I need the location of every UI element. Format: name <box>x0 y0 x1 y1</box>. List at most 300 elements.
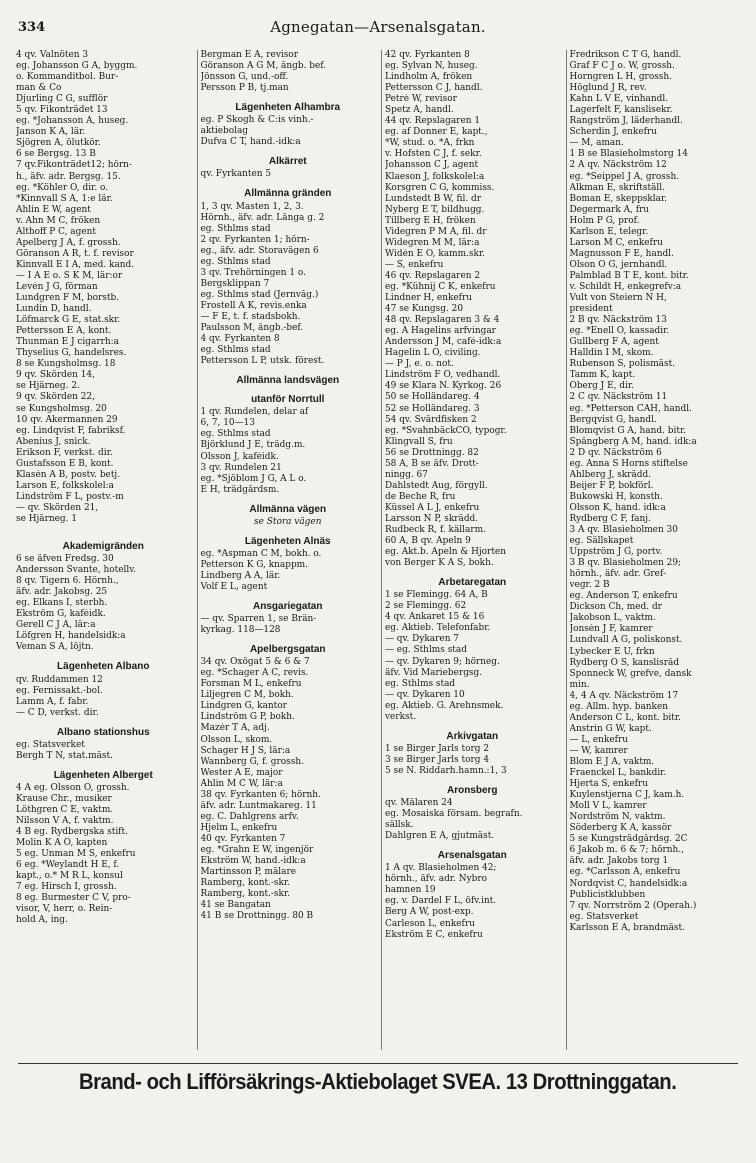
directory-entry: Göranson A G M, ångb. bef. <box>200 61 327 72</box>
directory-entry: Dickson Ch, med. dr <box>569 602 662 613</box>
directory-entry: Åhlin M C W, lär:a <box>200 778 283 789</box>
street-heading: Allmänna gränden <box>244 188 332 200</box>
directory-entry: — P J, e. o. not. <box>385 359 454 370</box>
directory-entry: Persson P B, tj.man <box>200 83 289 94</box>
directory-entry: Öberg J E, dir. <box>569 381 635 392</box>
directory-entry: Bergman E A, revisor <box>200 50 298 60</box>
directory-entry: 2 se Flemingg. 62 <box>385 601 467 612</box>
directory-entry: *W, stud. o. *A, frkn <box>385 138 475 149</box>
directory-entry: Ramberg, kont.-skr. <box>200 889 291 900</box>
street-heading: Akademigränden <box>62 541 144 553</box>
directory-entry: eg. Johansson G A, byggm. <box>16 61 138 72</box>
directory-entry: 9 qv. Skörden 14, <box>16 370 95 381</box>
directory-entry: — W, kamrer <box>569 745 628 756</box>
directory-entry: Gustafsson E B, kont. <box>16 458 114 469</box>
page-number: 334 <box>18 20 46 35</box>
directory-entry: 1, 3 qv. Masten 1, 2, 3. <box>200 201 304 212</box>
street-heading: Allmänna landsvägen <box>236 375 340 387</box>
directory-entry: Olsson J, kaféidk. <box>200 451 279 462</box>
directory-entry: 5 se N. Riddarh.hamn.:1, 3 <box>385 765 507 776</box>
directory-entry: Forsman M L, enkefru <box>200 679 302 690</box>
directory-entry: Levén J G, förman <box>16 281 98 292</box>
directory-entry: Nordqvist C, handelsidk:a <box>569 878 688 889</box>
directory-entry: Ekström W, hand.-idk:a <box>200 856 306 867</box>
directory-entry: 34 qv. Oxögat 5 & 6 & 7 <box>200 657 310 668</box>
directory-entry: Frostell A K, revis.enka <box>200 300 307 311</box>
directory-entry: Pettersson E A, kont. <box>16 326 112 337</box>
directory-entry: se Hjärneg. 1 <box>16 513 78 524</box>
street-heading: Lägenheten Albano <box>57 661 150 673</box>
directory-entry: Holm P G, prof. <box>569 215 640 226</box>
directory-entry: eg. Anna S Horns stiftelse <box>569 458 688 469</box>
directory-entry: eg. Sällskapet <box>569 536 634 547</box>
directory-entry: Pettersson L P, utsk. förest. <box>200 356 325 367</box>
directory-entry: — C D, verkst. dir. <box>16 707 99 718</box>
directory-entry: eg. A Hagelins arfvingar <box>385 326 496 337</box>
directory-entry: Anstrin G W, kapt. <box>569 723 652 734</box>
directory-entry: 40 qv. Fyrkanten 7 <box>200 833 286 844</box>
directory-entry: Molin K A O, kapten <box>16 838 108 849</box>
directory-entry: äfv. Vid Mariebergsg. <box>385 667 483 678</box>
directory-entry: Larson M C, enkefru <box>569 237 663 248</box>
directory-entry: 42 qv. Fyrkanten 8 <box>385 50 470 60</box>
directory-entry: hold A, ing. <box>16 915 68 926</box>
street-heading: Lägenheten Alberget <box>53 769 153 781</box>
directory-entry: — S, enkefru <box>385 259 444 270</box>
page-header <box>18 18 738 40</box>
directory-entry: Larsson N P, skrädd. <box>385 513 479 524</box>
directory-entry: Wannberg G, f. grossh. <box>200 756 304 767</box>
directory-entry: Göranson A R, t. f. revisor <box>16 248 134 259</box>
directory-entry: Lundstedt B W, fil. dr <box>385 193 481 204</box>
directory-entry: eg. Sthlms stad <box>200 429 271 440</box>
directory-entry: Nyberg E T, bildhugg. <box>385 204 485 215</box>
directory-entry: eg. *Johansson A, huseg. <box>16 116 129 127</box>
directory-entry: 2 D qv. Näckström 6 <box>569 447 662 458</box>
directory-entry: Berg A W, post-exp. <box>385 907 474 918</box>
street-heading: Albano stationshus <box>56 726 150 738</box>
directory-entry: äfv. adr. Jakobsg. 25 <box>16 587 108 598</box>
street-heading: Apelbergsgatan <box>249 644 326 656</box>
directory-entry: — qv. Dykaren 9; hörneg. <box>385 656 500 667</box>
directory-entry: Jakobson L, vaktm. <box>569 613 656 624</box>
directory-entry: Korsgren C G, kommiss. <box>385 182 495 193</box>
directory-entry: *Kinnvall S A, 1:e lär. <box>16 193 113 204</box>
directory-entry: Johansson C J, agent <box>385 160 479 171</box>
directory-entry: Apelberg J A, f. grossh. <box>16 237 121 248</box>
directory-entry: 41 B se Drottningg. 80 B <box>200 911 314 922</box>
directory-entry: eg. Fernissakt.-bol. <box>16 685 103 696</box>
directory-entry: eg. Sthlms stad (Jernvåg.) <box>200 289 319 300</box>
directory-entry: Lindström G P, bokh. <box>200 712 295 723</box>
directory-entry: Lundin D, handl. <box>16 304 92 315</box>
street-heading: Allmänna vägen <box>249 503 327 515</box>
column-3 <box>381 50 560 1050</box>
directory-entry: Andersson Svante, hotellv. <box>16 565 137 576</box>
directory-entry: eg. *Enell O, kassadir. <box>569 326 670 337</box>
directory-entry: — qv. Dykaren 7 <box>385 634 459 645</box>
directory-entry: Djurling C G, sufflör <box>16 94 108 105</box>
directory-entry: Nordström N, vaktm. <box>569 812 666 823</box>
directory-entry: Althoff P C, agent <box>16 226 96 237</box>
street-heading: Lägenheten Alhambra <box>235 102 341 114</box>
directory-entry: Hjerta S, enkefru <box>569 779 648 790</box>
directory-entry: eg. *Schager A C, revis. <box>200 668 309 679</box>
directory-entry: Lundvall A G, poliskonst. <box>569 635 683 646</box>
directory-entry: 4 qv. Ankaret 15 & 16 <box>385 612 485 623</box>
street-heading: Arsenalsgatan <box>437 850 507 862</box>
directory-entry: eg. *Sjöblom J G, A L o. <box>200 473 307 484</box>
directory-entry: Moll V L, kamrer <box>569 801 647 812</box>
directory-entry: qv. Fyrkanten 5 <box>200 169 272 180</box>
directory-entry: Pettersson C J, handl. <box>385 83 483 94</box>
directory-entry: Sponneck W, grefve, dansk <box>569 668 692 679</box>
directory-entry: 1 B se Blasieholmstorg 14 <box>569 149 688 160</box>
directory-entry: 5 eg. Unman M S, enkefru <box>16 849 136 860</box>
directory-entry: Mazér T A, adj. <box>200 723 270 734</box>
directory-entry: Krause Chr., musiker <box>16 793 112 804</box>
directory-entry: Lindberg A A, lär. <box>200 570 281 581</box>
directory-entry: 6 Jakob m. 6 & 7; hörnh., <box>569 845 684 856</box>
directory-entry: Anderson C L, kont. bitr. <box>569 712 681 723</box>
directory-entry: Fraenckel L, bankdir. <box>569 768 667 779</box>
directory-entry: eg. Aktieb. Telefonfabr. <box>385 623 491 634</box>
directory-entry: Björklund J E, trädg.m. <box>200 440 306 451</box>
directory-entry: Lindgren G, kantor <box>200 701 287 712</box>
directory-entry: 41 se Bangatan <box>200 900 271 911</box>
directory-entry: Paulsson M, ångb.-bef. <box>200 323 304 334</box>
directory-entry: man & Co <box>16 83 62 94</box>
column-2 <box>197 50 376 1050</box>
directory-entry: 2 C qv. Näckström 11 <box>569 392 668 403</box>
directory-entry: Dahlgren E A, gjutmäst. <box>385 831 495 842</box>
directory-entry: 8 eg. Burmester C V, pro- <box>16 893 131 904</box>
directory-entry: eg. *Köhler O, dir. o. <box>16 182 109 193</box>
directory-entry: Küssel A L J, enkefru <box>385 502 480 513</box>
directory-entry: Larson E, folkskolel:a <box>16 480 114 491</box>
directory-entry: — M, aman. <box>569 138 624 149</box>
directory-entry: Lybecker E U, frkn <box>569 646 655 657</box>
directory-entry: qv. Ruddammen 12 <box>16 674 103 685</box>
directory-entry: o. Kommanditbol. Bur- <box>16 72 119 83</box>
directory-entry: min. <box>569 679 590 690</box>
directory-entry: 1 se Birger Jarls torg 2 <box>385 743 490 754</box>
directory-entry: aktiebolag <box>200 126 248 137</box>
directory-entry: 4 B eg. Rydbergska stift. <box>16 827 128 838</box>
directory-entry: eg. *Kühnij C K, enkefru <box>385 281 496 292</box>
directory-entry: 54 qv. Svärdfisken 2 <box>385 414 477 425</box>
directory-entry: Magnusson F E, handl. <box>569 248 674 259</box>
street-heading: utanför Norrtull <box>251 394 325 406</box>
directory-entry: Gerell C J A, lär:a <box>16 620 96 631</box>
directory-entry: hörnh., äfv. adr. Nybro <box>385 874 488 885</box>
directory-entry: eg. Elkans I, sterbh. <box>16 598 108 609</box>
directory-entry: äfv. adr. Luntmakareg. 11 <box>200 800 317 811</box>
directory-entry: 48 qv. Repslagaren 3 & 4 <box>385 315 500 326</box>
directory-entry: 38 qv. Fyrkanten 6; hörnh. <box>200 789 321 800</box>
directory-entry: hamnen 19 <box>385 885 436 896</box>
directory-entry: Degermark A, fru <box>569 204 650 215</box>
directory-entry: Ekström E C, enkefru <box>385 929 483 940</box>
directory-entry: 6 se Bergsg. 13 B <box>16 149 96 160</box>
directory-entry: se Stora vägen <box>254 516 322 527</box>
directory-entry: Martinsson P, målare <box>200 867 297 878</box>
directory-entry: verkst. <box>385 711 417 722</box>
directory-entry: Petré W, revisor <box>385 94 457 105</box>
directory-entry: v. Ahn M C, fröken <box>16 215 101 226</box>
street-heading: Arkivgatan <box>446 730 499 742</box>
directory-entry: Lundgren F M, borstb. <box>16 293 120 304</box>
directory-entry: Jönsson G, und.-off. <box>200 72 289 83</box>
directory-entry: Kahn L V E, vinhandl. <box>569 94 669 105</box>
directory-entry: eg. Sylvan N, huseg. <box>385 61 478 72</box>
directory-entry: 3 se Birger Jarls torg 4 <box>385 754 490 765</box>
directory-entry: se Hjärneg. 2. <box>16 381 80 392</box>
directory-entry: qv. Mälaren 24 <box>385 798 453 809</box>
directory-entry: — I A E o. S K M, lär:or <box>16 270 123 281</box>
directory-entry: 7 eg. Hirsch I, grossh. <box>16 882 117 893</box>
directory-entry: 46 qv. Repslagaren 2 <box>385 270 481 281</box>
directory-entry: eg. Sthlms stad <box>200 256 271 267</box>
directory-entry: 56 se Drottningg. 82 <box>385 447 479 458</box>
directory-entry: Janson K A, lär. <box>16 127 86 138</box>
directory-entry: eg. af Donner E, kapt., <box>385 127 488 138</box>
directory-entry: Olson O G, jernhandl. <box>569 259 668 270</box>
directory-entry: 49 se Klara N. Kyrkog. 26 <box>385 381 502 392</box>
directory-entry: Spetz A, handl. <box>385 105 454 116</box>
directory-entry: eg. *SvahnbäckCO, typogr. <box>385 425 507 436</box>
directory-entry: — F E, t. f. stadsbokh. <box>200 311 301 322</box>
advertisement-banner <box>18 1063 738 1100</box>
directory-entry: Bergqvist G, handl. <box>569 414 657 425</box>
directory-entry: 3 A qv. Blasieholmen 30 <box>569 525 678 536</box>
directory-entry: Hjelm L, enkefru <box>200 822 278 833</box>
directory-entry: 8 se Kungsholmsg. 18 <box>16 359 116 370</box>
directory-entry: Palmblad B T E, kont. bitr. <box>569 270 689 281</box>
directory-entry: Söderberg K A, kassör <box>569 823 672 834</box>
directory-entry: 58 A, B se äfv. Drott- <box>385 458 479 469</box>
directory-entry: Thyselius G, handelsres. <box>16 348 127 359</box>
directory-entry: 7 qv.Fikonträdet12; hörn- <box>16 160 132 171</box>
directory-entry: Dufva C T, hand.-idk:a <box>200 137 301 148</box>
directory-entry: Bergsklippan 7 <box>200 278 270 289</box>
directory-entry: kapt., o.* M R L, konsul <box>16 871 123 882</box>
directory-entry: eg. Statsverket <box>569 911 639 922</box>
directory-entry: 2 qv. Fyrkanten 1; hörn- <box>200 234 310 245</box>
directory-entry: Bergh T N, stat.mäst. <box>16 750 113 761</box>
directory-entry: 3 qv. Trehörningen 1 o. <box>200 267 306 278</box>
street-heading: Ansgariegatan <box>253 601 323 613</box>
directory-entry: Olsson L, skom. <box>200 734 273 745</box>
directory-entry: Hörnh., äfv. adr. Långa g. 2 <box>200 212 325 223</box>
directory-entry: 44 qv. Repslagaren 1 <box>385 116 481 127</box>
street-heading: Aronsberg <box>446 785 498 796</box>
running-title: Agnegatan—Arsenalsgatan. <box>270 18 486 36</box>
street-heading: Lägenheten Alnäs <box>244 535 331 547</box>
directory-entry: Löfgren H, handelsidk:a <box>16 631 126 642</box>
directory-entry: eg. Lindqvist F, fabriksf. <box>16 425 126 436</box>
directory-entry: 47 se Kungsg. 20 <box>385 304 464 315</box>
directory-entry: 60 A, B qv. Apeln 9 <box>385 536 471 547</box>
directory-entry: Uppström J G, portv. <box>569 547 663 558</box>
directory-entry: 4 qv. Fyrkanten 8 <box>200 334 280 345</box>
directory-entry: Graf F C J o. W, grossh. <box>569 61 675 72</box>
directory-entry: Höglund J R, rev. <box>569 83 647 94</box>
directory-entry: Fredrikson C T G, handl. <box>569 50 682 60</box>
directory-entry: eg. C. Dahlgrens arfv. <box>200 811 299 822</box>
directory-entry: hörnh., äfv. adr. Gref- <box>569 569 666 580</box>
directory-entry: — qv. Sparren 1, se Brän- <box>200 614 317 625</box>
directory-entry: v. Schildt H, enkegrefv:a <box>569 281 682 292</box>
directory-entry: Liljegren C M, bokh. <box>200 690 294 701</box>
directory-entry: Dahlstedt Aug, förgyll. <box>385 480 488 491</box>
directory-entry: eg. v. Dardel F L, öfv.int. <box>385 896 497 907</box>
directory-entry: Rangström J, läderhandl. <box>569 116 683 127</box>
directory-entry: Lamm A, f. fabr. <box>16 696 89 707</box>
directory-entry: Beijer F P, bokförl. <box>569 480 654 491</box>
directory-entry: eg. Statsverket <box>16 739 85 750</box>
directory-entry: Lagerfelt F, kanslisekr. <box>569 105 673 116</box>
directory-entry: h., äfv. adr. Bergsg. 15. <box>16 171 121 182</box>
directory-entry: Lindholm A, fröken <box>385 72 473 83</box>
directory-entry: Sjögren A, ölutkör. <box>16 138 101 149</box>
directory-entry: Lindström F O, vedhandl. <box>385 370 501 381</box>
directory-entry: eg., äfv. adr. Storavägen 6 <box>200 245 319 256</box>
directory-entry: de Beche R, fru <box>385 491 456 502</box>
directory-entry: 1 se Flemingg. 64 A, B <box>385 590 488 601</box>
directory-entry: Erikson F, verkst. dir. <box>16 447 113 458</box>
directory-entry: 52 se Holländareg. 3 <box>385 403 480 414</box>
directory-entry: Klasén A B, postv. betj. <box>16 469 121 480</box>
directory-entry: Hagelin L O, civiling. <box>385 348 481 359</box>
directory-entry: Veman S A, löjtn. <box>16 642 94 653</box>
directory-entry: Kuylenstjerna C J, kam.h. <box>569 790 685 801</box>
directory-entry: visor, V, herr, o. Rein- <box>16 904 113 915</box>
directory-entry: Spångberg A M, hand. idk:a <box>569 436 697 447</box>
directory-entry: Widegren M M, lär:a <box>385 237 480 248</box>
directory-entry: Rudbeck R, f. källarm. <box>385 525 486 536</box>
directory-entry: Klaeson J, folkskolel:a <box>385 171 485 182</box>
directory-entry: eg. *Seippel J A, grossh. <box>569 171 680 182</box>
directory-entry: 9 qv. Skörden 22, <box>16 392 95 403</box>
directory-entry: Lindström F L, postv.-m <box>16 491 124 502</box>
directory-entry: — eg. Sthlms stad <box>385 645 467 656</box>
directory-entry: 2 B qv. Näckström 13 <box>569 315 667 326</box>
directory-entry: 2 A qv. Näckström 12 <box>569 160 667 171</box>
directory-entry: Alkman E, skriftställ. <box>569 182 665 193</box>
directory-entry: Videgren P M A, fil. dr <box>385 226 487 237</box>
directory-entry: eg. Anderson T, enkefru <box>569 591 678 602</box>
directory-entry: eg. Sthlms stad <box>200 345 271 356</box>
column-4 <box>566 50 745 1050</box>
directory-entry: Volf E L, agent <box>200 581 268 592</box>
directory-entry: Karlsson E A, brandmäst. <box>569 922 685 933</box>
directory-entry: Horngren L H, grossh. <box>569 72 672 83</box>
directory-entry: 4, 4 A qv. Näckström 17 <box>569 690 679 701</box>
directory-entry: eg. *Petterson CAH, handl. <box>569 403 692 414</box>
directory-entry: Publicistklubben <box>569 889 646 900</box>
directory-entry: eg. Sthlms stad <box>200 223 271 234</box>
directory-entry: — qv. Dykaren 10 <box>385 689 465 700</box>
directory-entry: Wester A E, major <box>200 767 283 778</box>
directory-entry: eg. Sthlms stad <box>385 678 456 689</box>
directory-entry: eg. *Aspman C M, bokh. o. <box>200 548 322 559</box>
directory-columns <box>16 50 744 1050</box>
directory-entry: eg. *Grahn E W, ingenjör <box>200 845 314 855</box>
directory-entry: 3 qv. Rundelen 21 <box>200 462 282 473</box>
directory-entry: se Kungsholmsg. 20 <box>16 403 107 414</box>
directory-entry: president <box>569 304 613 315</box>
directory-entry: eg. Mosaiska försam. begrafn. <box>385 809 523 820</box>
directory-entry: Ahlin E W, agent <box>16 204 91 215</box>
directory-entry: E H, trädgårdsm. <box>200 484 280 495</box>
directory-entry: 50 se Holländareg. 4 <box>385 392 480 403</box>
directory-entry: Halldin I M, skom. <box>569 348 654 359</box>
directory-entry: Blomqvist G A, hand. bitr. <box>569 425 687 436</box>
directory-entry: Klingvall S, fru <box>385 436 453 447</box>
directory-entry: Vult von Steiern N H, <box>569 293 667 304</box>
directory-entry: Andersson J M, café-idk:a <box>385 337 502 348</box>
directory-entry: vegr. 2 B <box>569 580 610 591</box>
directory-entry: eg. P Skogh & C:is vinh.- <box>200 115 314 126</box>
directory-entry: Rydberg O S, kanslisråd <box>569 657 680 668</box>
directory-entry: äfv. adr. Jakobs torg 1 <box>569 856 669 867</box>
directory-entry: 7 qv. Norrström 2 (Operah.) <box>569 900 697 911</box>
directory-entry: Scherdin J, enkefru <box>569 127 657 138</box>
directory-entry: Ramberg, kont.-skr. <box>200 878 291 889</box>
directory-entry: 4 A eg. Olsson O, grossh. <box>16 782 130 793</box>
directory-entry: Schager H J S, lär:a <box>200 745 291 756</box>
directory-entry: Bukowski H, konsth. <box>569 491 663 502</box>
directory-entry: 4 qv. Valnöten 3 <box>16 50 89 60</box>
directory-entry: — L, enkefru <box>569 734 628 745</box>
directory-entry: Abenius J, snick. <box>16 436 91 447</box>
directory-entry: — qv. Skörden 21, <box>16 502 99 513</box>
street-heading: Arbetaregatan <box>438 577 507 589</box>
directory-entry: 6, 7, 10—13 <box>200 418 255 429</box>
directory-entry: eg. Akt.b. Apeln & Hjorten <box>385 547 506 558</box>
directory-entry: Jonsén J F, kamrer <box>569 624 653 635</box>
directory-entry: Tillberg E H, fröken <box>385 215 476 226</box>
directory-entry: Petterson K G, knappm. <box>200 559 308 570</box>
directory-entry: Gullberg F A, agent <box>569 337 659 348</box>
directory-entry: Carleson L, enkefru <box>385 918 475 929</box>
street-heading: Alkärret <box>268 156 307 168</box>
column-1 <box>16 50 191 1050</box>
directory-entry: Blom E J A, vaktm. <box>569 757 655 767</box>
directory-entry: kyrkag. 118—128 <box>200 625 281 636</box>
directory-entry: eg. Allm. hyp. banken <box>569 701 668 712</box>
directory-entry: ningg. 67 <box>385 469 428 480</box>
directory-entry: Tamm K, kapt. <box>569 370 636 381</box>
directory-entry: Thunman E J cigarrh:a <box>16 337 119 348</box>
directory-entry: 5 se Kungsträdgårdsg. 2C <box>569 834 688 845</box>
directory-entry: Rydberg C F, fanj. <box>569 513 651 524</box>
banner-text: Brand- och Lifförsäkrings-Aktiebolaget SVEA. 13 Drottninggatan. <box>79 1069 677 1094</box>
directory-entry: 10 qv. Åkermannen 29 <box>16 414 118 425</box>
directory-entry: sällsk. <box>385 820 414 831</box>
directory-entry: Boman E, skeppsklar. <box>569 193 668 204</box>
directory-entry: Lindner H, enkefru <box>385 293 472 304</box>
directory-entry: 6 eg. *Weylandt H E, f. <box>16 860 120 871</box>
directory-entry: Olsson K, hand. idk:a <box>569 502 666 513</box>
directory-entry: 6 se äfven Fredsg. 30 <box>16 554 114 565</box>
directory-entry: 1 qv. Rundelen, delar af <box>200 407 309 418</box>
directory-entry: v. Hofsten C J, f. sekr. <box>385 149 482 160</box>
directory-entry: 5 qv. Fikonträdet 13 <box>16 105 108 116</box>
directory-entry: Karlson E, telegr. <box>569 226 649 237</box>
directory-entry: Widén E O, kamm.skr. <box>385 248 486 259</box>
